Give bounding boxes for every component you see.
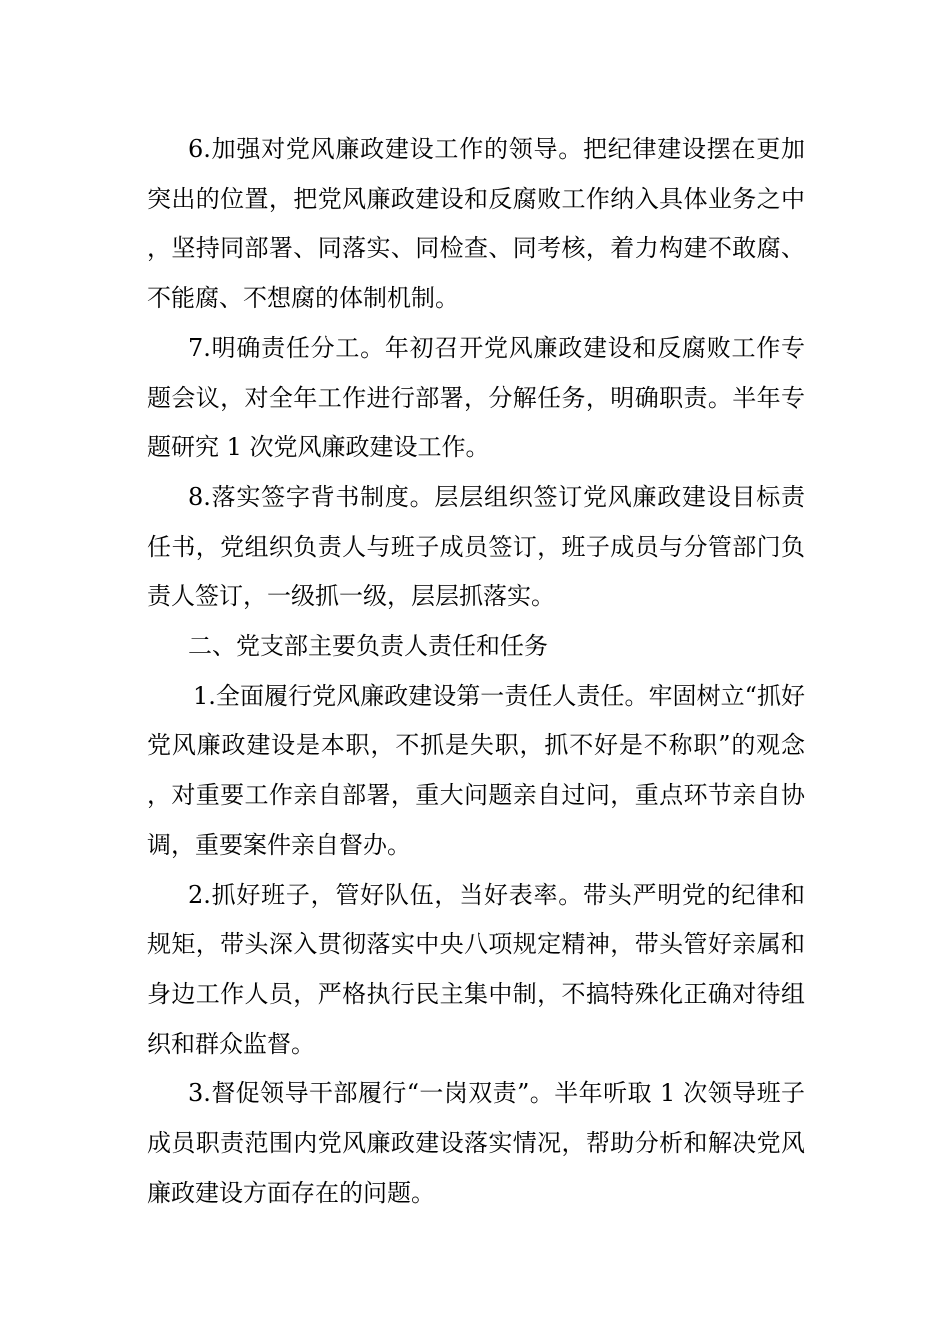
paragraph-8-signing-system: 8.落实签字背书制度。层层组织签订党风廉政建设目标责任书，党组织负责人与班子成员签订，班子成员与分管部门负责人签订，一级抓一级，层层抓落实。 [147, 482, 805, 611]
document-body [147, 125, 805, 1218]
paragraph-2-team-management: 2.抓好班子，管好队伍，当好表率。带头严明党的纪律和规矩，带头深入贯彻落实中央八项规定精神，带头管好亲属和身边工作人员，严格执行民主集中制，不搞特殊化正确对待组织和群众监督。 [147, 880, 805, 1058]
paragraph-1-first-responsible: 1.全面履行党风廉政建设第一责任人责任。牢固树立“抓好党风廉政建设是本职，不抓是失职，抓不好是不称职”的观念，对重要工作亲自部署，重大问题亲自过问，重点环节亲自协调，重要案件亲自督办。 [147, 681, 805, 859]
paragraph-3-dual-duty: 3.督促领导干部履行“一岗双责”。半年听取 1 次领导班子成员职责范围内党风廉政建设落实情况，帮助分析和解决党风廉政建设方面存在的问题。 [147, 1079, 805, 1207]
paragraph-7-responsibility-division: 7.明确责任分工。年初召开党风廉政建设和反腐败工作专题会议，对全年工作进行部署，分解任务，明确职责。半年专题研究 1 次党风廉政建设工作。 [147, 333, 805, 462]
paragraph-6-leadership: 6.加强对党风廉政建设工作的领导。把纪律建设摆在更加突出的位置，把党风廉政建设和反腐败工作纳入具体业务之中，坚持同部署、同落实、同检查、同考核，着力构建不敢腐、不能腐、不想腐的体制机制。 [147, 135, 805, 313]
section-heading-2: 二、党支部主要负责人责任和任务 [188, 632, 548, 661]
